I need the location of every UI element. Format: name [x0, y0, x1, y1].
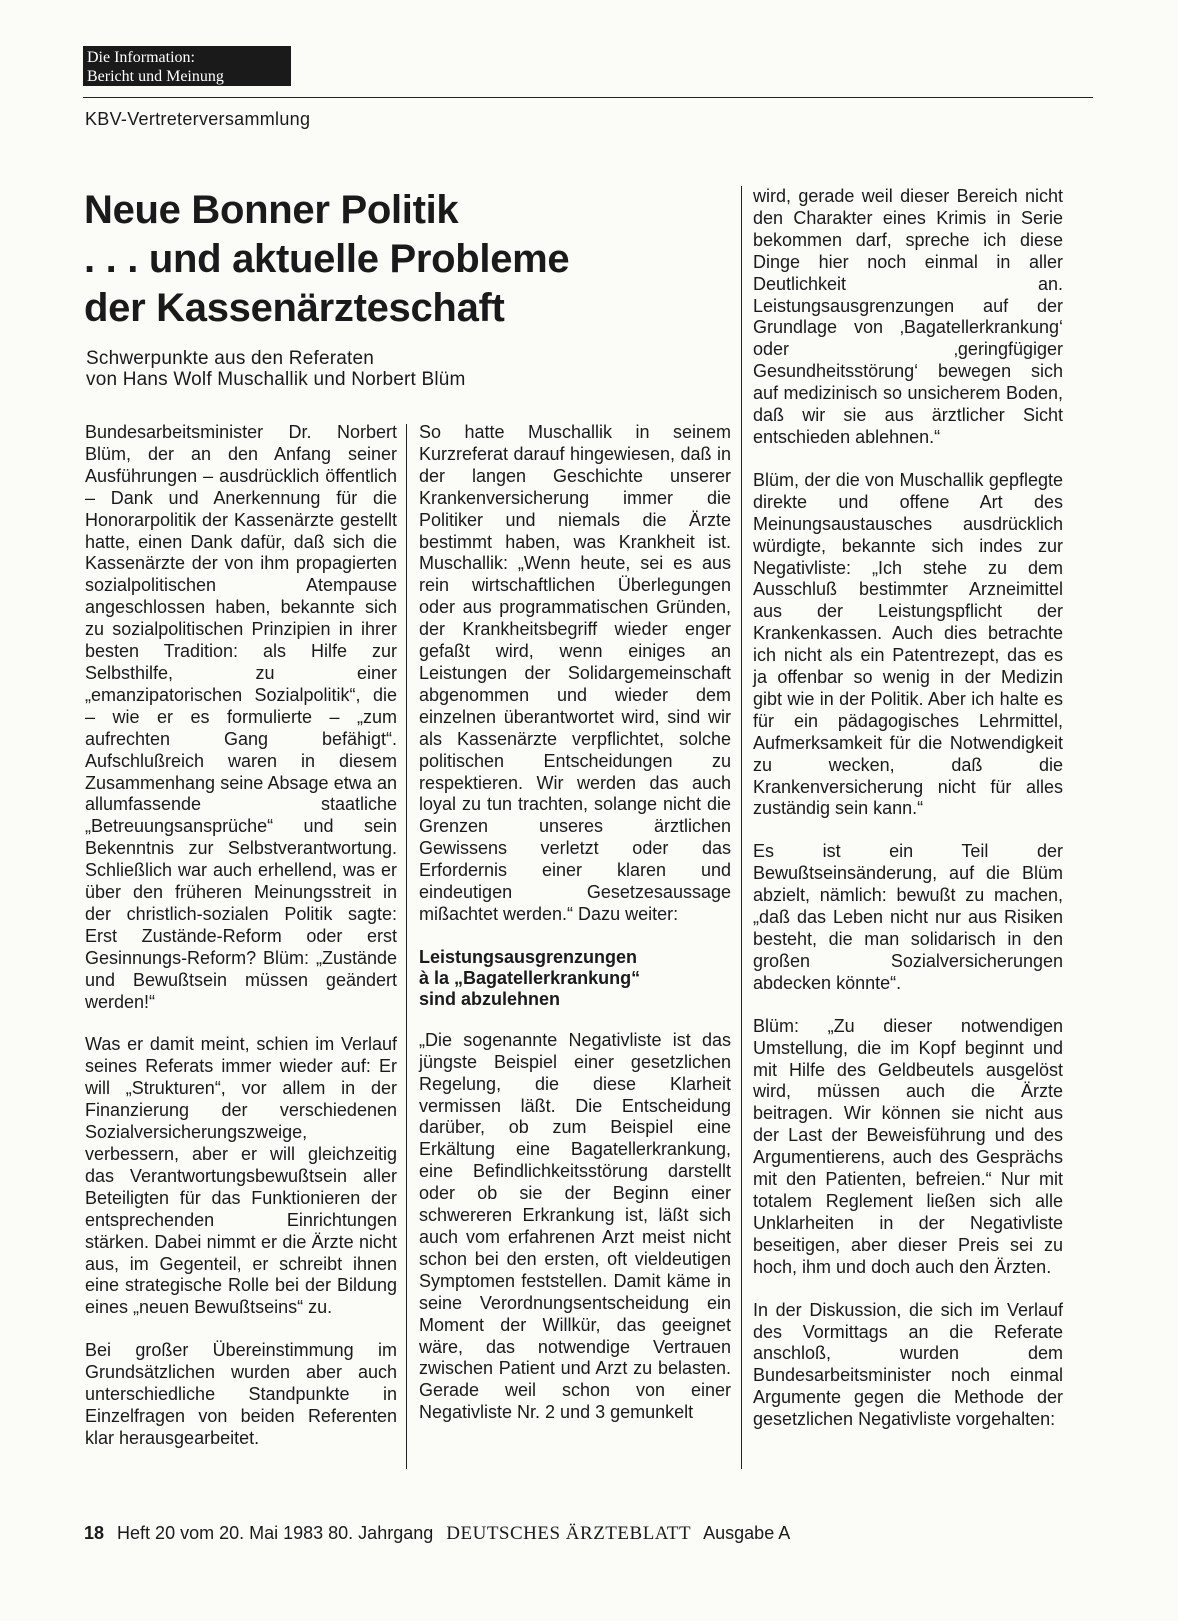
paragraph: „Die sogenannte Negativliste ist das jüngste Beispiel einer gesetzlichen Regelung, die diese Klarheit vermissen läßt. Die Entscheidung darüber, ob zum Beispiel eine Erkältung eine Bagatellerkrankung, eine Befindlichkeitsstörung darstellt oder ob sie der Beginn einer schwereren Erkrankung ist, läßt sich auch vom erfahrenen Arzt meist nicht schon bei den ersten, oft vieldeutigen Symptomen feststellen. Damit käme in seine Verordnungsentscheidung ein Moment der Willkür, das geeignet wäre, das notwendige Vertrauen zwischen Patient und Arzt zu belasten. Gerade weil schon von einer Negativliste Nr. 2 und 3 gemunkelt [419, 1029, 731, 1423]
paragraph: Bundesarbeitsminister Dr. Norbert Blüm, der an den Anfang seiner Ausführungen – ausdrücklich öffentlich – Dank und Anerkennung für die Honorarpolitik der Kassenärzte gestellt hatte, einen Dank dafür, daß sich die Kassenärzte der von ihm propagierten sozialpolitischen Atempause angeschlossen haben, bekannte sich zu sozialpolitischen Prinzipien in ihrer besten Tradition: als Hilfe zur Selbsthilfe, zu einer „emanzipatorischen Sozialpolitik“, die – wie er es formulierte – „zum aufrechten Gang befähigt“. Aufschlußreich waren in diesem Zusammenhang seine Absage etwa an allumfassende staatliche „Betreuungsansprüche“ und sein Bekenntnis zur Selbstverantwortung. Schließlich war auch erhellend, was er über den früheren Meinungsstreit in der christlich-sozialen Politik sagte: Erst Zustände-Reform oder erst Gesinnungs-Reform? Blüm: „Zustände und Bewußtsein müssen geändert werden!“ [85, 422, 397, 1012]
issue-info: Heft 20 vom 20. Mai 1983 80. Jahrgang [117, 1523, 434, 1543]
page-footer [84, 1523, 790, 1545]
paragraph: wird, gerade weil dieser Bereich nicht den Charakter eines Krimis in Serie bekommen darf, spreche ich diese Dinge hier noch einmal in aller Deutlichkeit an. Leistungsausgrenzungen auf der Grundlage von ‚Bagatellerkrankung‘ oder ‚geringfügiger Gesundheitsstörung‘ bewegen sich auf medizinisch so unsicherem Boden, daß wir sie aus ärztlicher Sicht entschieden ablehnen.“ [753, 186, 1063, 447]
kicker: KBV-Vertreterversammlung [85, 109, 311, 129]
headline-line-2: . . . und aktuelle Probleme [84, 237, 570, 281]
column-2 [419, 422, 731, 1445]
paragraph: Blüm, der die von Muschallik gepflegte direkte und offene Art des Meinungsaustausches ausdrücklich würdigte, bekannte sich indes zur Negativliste: „Ich stehe zu dem Ausschluß bestimmter Arzneimittel aus der Leistungspflicht der Krankenkassen. Auch dies betrachte ich nicht als ein Patentrezept, das es ja offenbar so wenig in der Medizin gibt wie in der Politik. Aber ich halte es für ein pädagogisches Lehrmittel, Aufmerksamkeit für die Notwendigkeit zu wecken, daß die Krankenversicherung nicht für alles zuständig sein kann.“ [753, 469, 1063, 819]
subtitle-line-1: Schwerpunkte aus den Referaten [86, 348, 375, 369]
subheading-line-3: sind abzulehnen [419, 988, 561, 1009]
paragraph: So hatte Muschallik in seinem Kurzreferat darauf hingewiesen, daß in der langen Geschichte unserer Krankenversicherung immer die Politiker und niemals die Ärzte bestimmt haben, was Krankheit ist. Muschallik: „Wenn heute, sei es aus rein wirtschaftlichen Überlegungen oder aus programmatischen Gründen, der Krankheitsbegriff wieder enger gefaßt wird, wenn einiges an Leistungen der Solidargemeinschaft abgenommen und wieder dem einzelnen überantwortet wird, sind wir als Kassenärzte verpflichtet, solche politischen Entscheidungen zu respektieren. Wir werden das auch loyal zu tun trachten, solange nicht die Grenzen unseres ärztlichen Gewissens verletzt oder das Erfordernis einer klaren und eindeutigen Gesetzesaussage mißachtet werden.“ Dazu weiter: [419, 422, 731, 924]
paragraph: Blüm: „Zu dieser notwendigen Umstellung, die im Kopf beginnt und mit Hilfe des Geldbeutels ausgelöst wird, müssen auch die Ärzte beitragen. Wir können sie nicht aus der Last der Beweisführung und des Argumentierens, auch des Gesprächs mit den Patienten, befreien.“ Nur mit totalem Reglement ließen sich alle Unklarheiten in der Negativliste beseitigen, aber dieser Preis sei zu hoch, ihm und doch auch den Ärzten. [753, 1015, 1063, 1277]
subheading [419, 947, 731, 1010]
column-1 [85, 422, 397, 1471]
section-label-line1: Die Information: [87, 49, 195, 66]
column-rule-2 [741, 186, 742, 1469]
top-rule [83, 97, 1093, 98]
column-3 [753, 186, 1063, 1452]
column-rule-1 [406, 424, 407, 1469]
page-number: 18 [84, 1523, 105, 1543]
paragraph: Bei großer Übereinstimmung im Grundsätzlichen wurden aber auch unterschiedliche Standpunkte in Einzelfragen von beiden Referenten klar herausgearbeitet. [85, 1340, 397, 1448]
subheading-line-2: à la „Bagatellerkrankung“ [419, 967, 641, 988]
subtitle [86, 348, 706, 390]
edition: Ausgabe A [703, 1523, 791, 1543]
headline [84, 186, 724, 333]
section-badge [83, 46, 291, 86]
journal-name: DEUTSCHES ÄRZTEBLATT [446, 1523, 692, 1544]
headline-line-1: Neue Bonner Politik [84, 188, 459, 232]
paragraph: In der Diskussion, die sich im Verlauf des Vormittags an die Referate anschloß, wurden dem Bundesarbeitsminister noch einmal Argumente gegen die Methode der gesetzlichen Negativliste vorgehalten: [753, 1299, 1063, 1430]
paragraph: Was er damit meint, schien im Verlauf seines Referats immer wieder auf: Er will „Strukturen“, vor allem in der Finanzierung der verschiedenen Sozialversicherungszweige, verbessern, aber er will gleichzeitig das Verantwortungsbewußtsein aller Beteiligten für das Funktionieren der entsprechenden Einrichtungen stärken. Dabei nimmt er die Ärzte nicht aus, im Gegenteil, er schreibt ihnen eine strategische Rolle bei der Bildung eines „neuen Bewußtseins“ zu. [85, 1034, 397, 1318]
paragraph: Es ist ein Teil der Bewußtseinsänderung, auf die Blüm abzielt, nämlich: bewußt zu machen, „daß das Leben nicht nur aus Risiken besteht, die man solidarisch in den großen Sozialversicherungen abdecken könnte“. [753, 841, 1063, 993]
headline-line-3: der Kassenärzteschaft [84, 286, 505, 330]
subheading-line-1: Leistungsausgrenzungen [419, 946, 638, 967]
subtitle-line-2: von Hans Wolf Muschallik und Norbert Blüm [86, 369, 466, 390]
section-label-line2: Bericht und Meinung [87, 68, 224, 85]
